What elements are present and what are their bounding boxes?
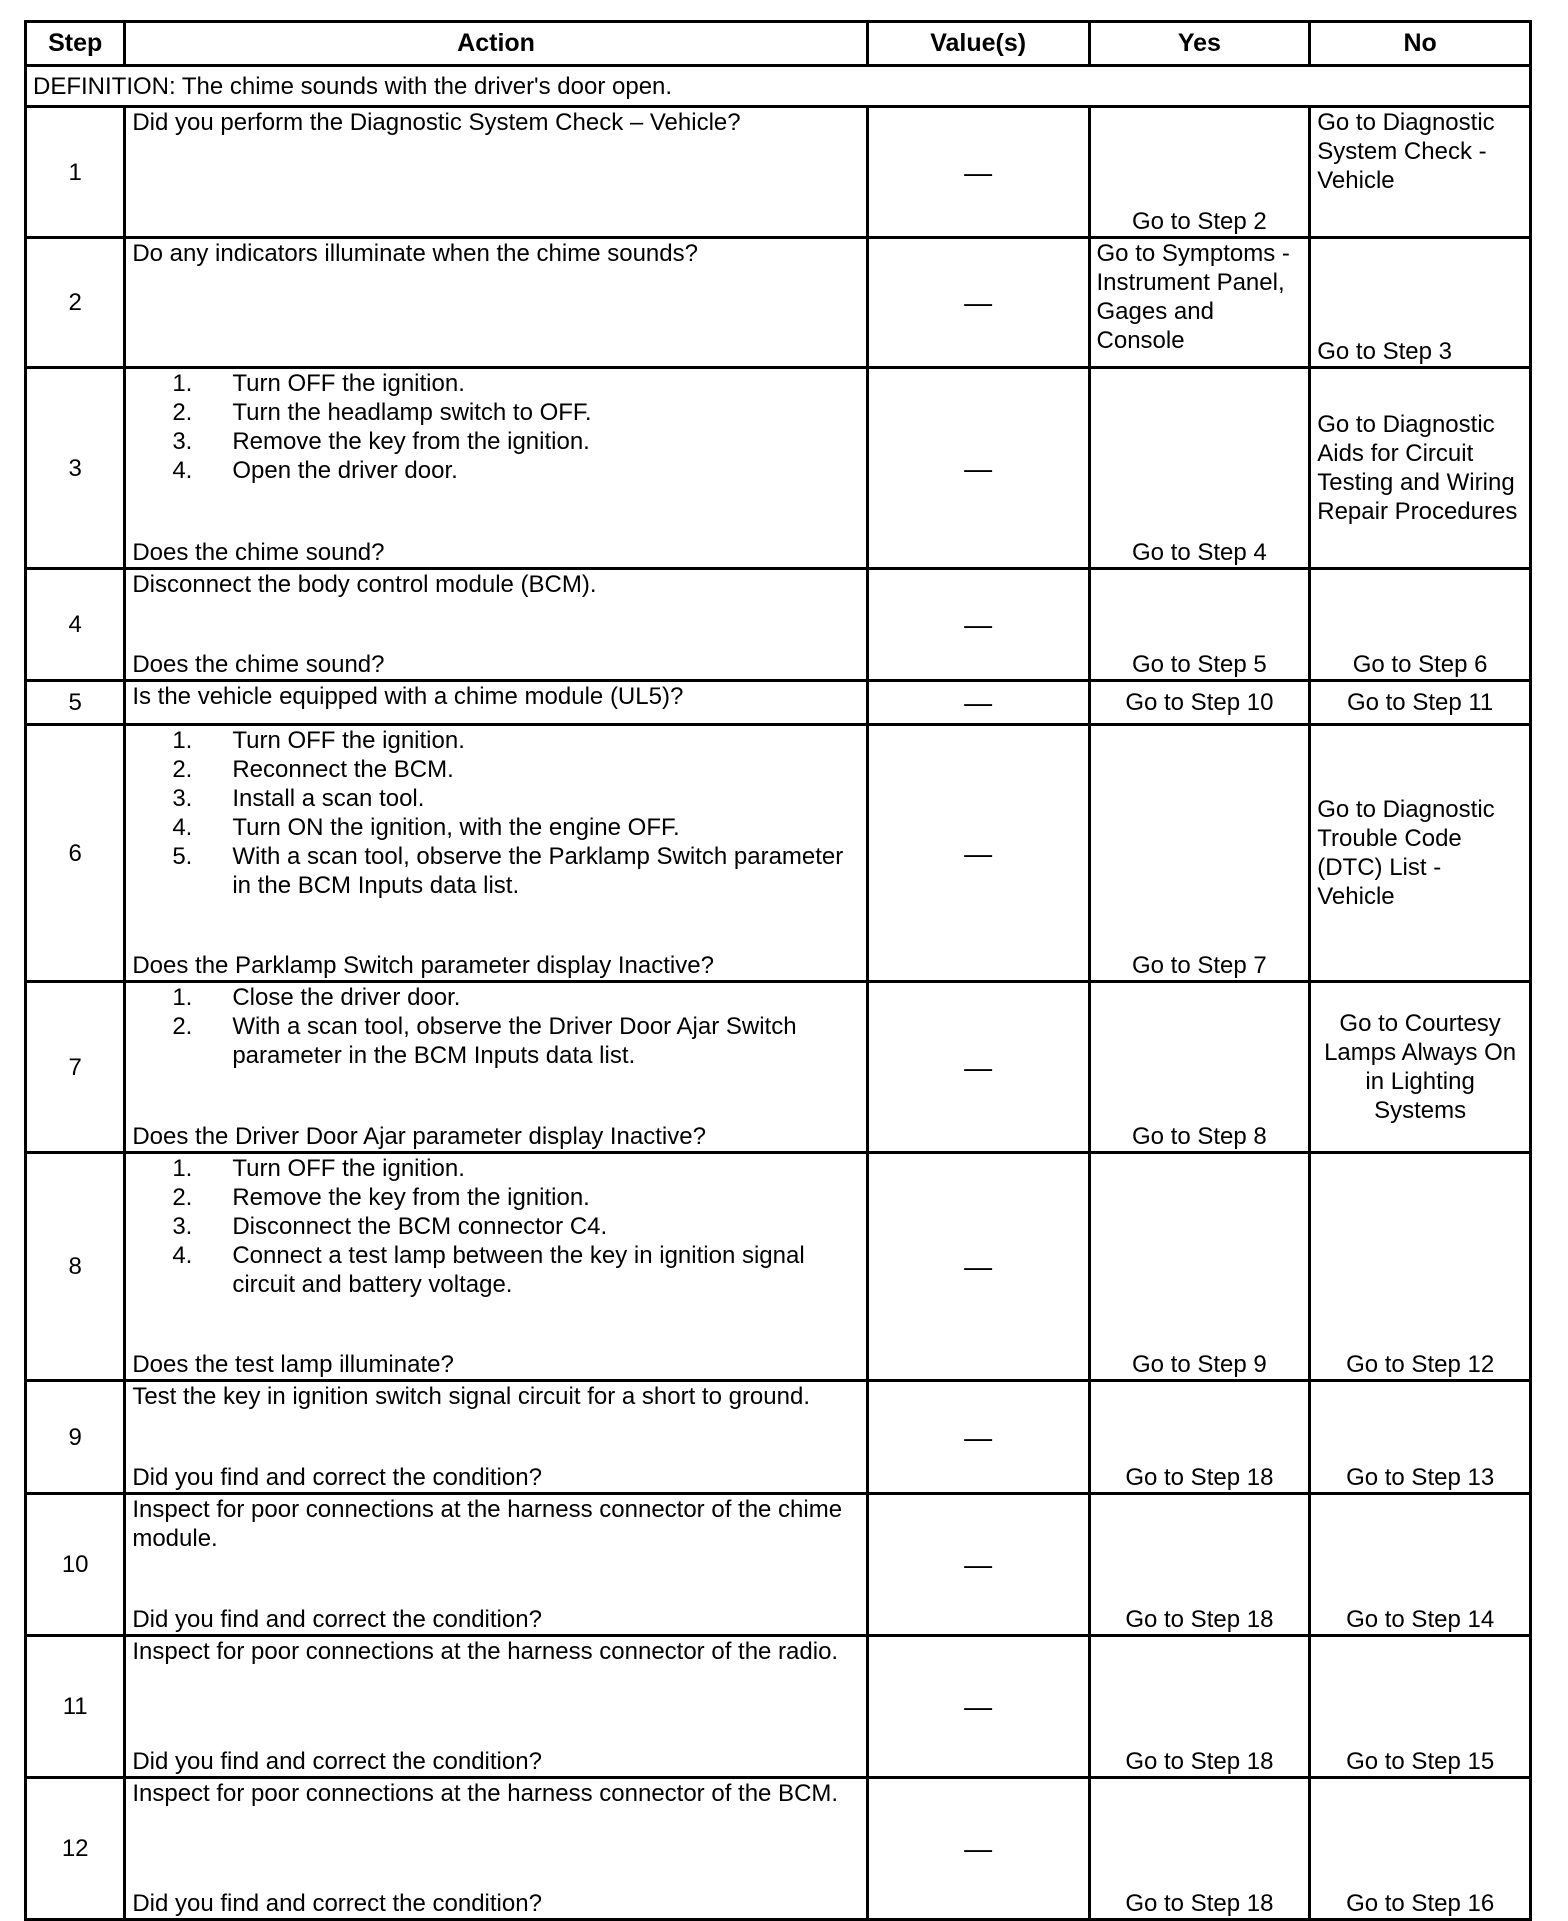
yes-cell bbox=[1089, 1778, 1310, 1920]
table-row bbox=[26, 107, 1531, 238]
procedure-item bbox=[172, 427, 859, 456]
procedure-text: Reconnect the BCM. bbox=[232, 756, 454, 783]
procedure-text: Remove the key from the ignition. bbox=[232, 1184, 590, 1211]
yes-cell bbox=[1089, 1636, 1310, 1778]
step-number: 4 bbox=[26, 569, 125, 681]
procedure-item bbox=[172, 1183, 859, 1212]
no-text: Go to Step 12 bbox=[1346, 1351, 1495, 1378]
no-text: Go to Step 6 bbox=[1352, 651, 1488, 678]
action-text: Did you perform the Diagnostic System Check – Vehicle? bbox=[132, 109, 741, 136]
yes-cell bbox=[1089, 1153, 1310, 1381]
procedure-number: 2. bbox=[172, 399, 193, 426]
yes-text: Go to Step 2 bbox=[1131, 208, 1267, 235]
procedure-item bbox=[172, 1241, 859, 1299]
header-yes: Yes bbox=[1089, 22, 1310, 66]
procedure-item bbox=[172, 784, 859, 813]
procedure-list bbox=[132, 983, 859, 1070]
no-text: Go to Step 3 bbox=[1317, 338, 1452, 365]
value-cell: — bbox=[867, 982, 1089, 1153]
yes-text: Go to Step 18 bbox=[1125, 1464, 1274, 1491]
procedure-number: 5. bbox=[172, 843, 193, 870]
procedure-text: Remove the key from the ignition. bbox=[232, 428, 590, 455]
action-question: Did you find and correct the condition? bbox=[132, 1464, 542, 1491]
action-cell bbox=[125, 238, 867, 368]
procedure-text: With a scan tool, observe the Driver Door Ajar Switch parameter in the BCM Inputs data list. bbox=[232, 1013, 797, 1069]
action-cell bbox=[125, 982, 867, 1153]
yes-cell bbox=[1089, 725, 1310, 982]
no-text: Go to Diagnostic Aids for Circuit Testing and Wiring Repair Procedures bbox=[1317, 411, 1518, 525]
yes-text: Go to Step 18 bbox=[1125, 1606, 1274, 1633]
procedure-item bbox=[172, 456, 859, 485]
action-text: Inspect for poor connections at the harness connector of the radio. bbox=[132, 1638, 839, 1665]
action-cell bbox=[125, 1778, 867, 1920]
procedure-number: 1. bbox=[172, 984, 193, 1011]
value-cell: — bbox=[867, 725, 1089, 982]
procedure-text: Turn OFF the ignition. bbox=[232, 370, 465, 397]
step-number: 9 bbox=[26, 1381, 125, 1494]
step-number: 1 bbox=[26, 107, 125, 238]
action-question: Did you find and correct the condition? bbox=[132, 1890, 542, 1917]
table-row bbox=[26, 569, 1531, 681]
action-text: Do any indicators illuminate when the chime sounds? bbox=[132, 240, 698, 267]
action-question: Does the chime sound? bbox=[132, 539, 385, 566]
table-row bbox=[26, 238, 1531, 368]
yes-text: Go to Step 5 bbox=[1131, 651, 1267, 678]
procedure-text: Turn ON the ignition, with the engine OFF. bbox=[232, 814, 680, 841]
procedure-number: 4. bbox=[172, 814, 193, 841]
no-text: Go to Courtesy Lamps Always On in Lighting Systems bbox=[1324, 1010, 1517, 1124]
procedure-number: 4. bbox=[172, 457, 193, 484]
header-step: Step bbox=[26, 22, 125, 66]
no-cell bbox=[1310, 725, 1531, 982]
procedure-number: 1. bbox=[172, 1155, 193, 1182]
action-question: Does the Parklamp Switch parameter display Inactive? bbox=[132, 952, 714, 979]
procedure-item bbox=[172, 369, 859, 398]
action-question: Did you find and correct the condition? bbox=[132, 1748, 542, 1775]
no-text: Go to Diagnostic System Check - Vehicle bbox=[1317, 109, 1495, 194]
action-cell bbox=[125, 1636, 867, 1778]
table-row bbox=[26, 1494, 1531, 1636]
yes-cell bbox=[1089, 238, 1310, 368]
action-cell bbox=[125, 107, 867, 238]
yes-cell bbox=[1089, 681, 1310, 725]
procedure-item bbox=[172, 842, 859, 900]
procedure-number: 3. bbox=[172, 1213, 193, 1240]
no-text: Go to Step 16 bbox=[1346, 1890, 1495, 1917]
step-number: 6 bbox=[26, 725, 125, 982]
value-cell: — bbox=[867, 238, 1089, 368]
header-row bbox=[26, 22, 1531, 66]
no-cell bbox=[1310, 368, 1531, 569]
value-cell: — bbox=[867, 1381, 1089, 1494]
table-row bbox=[26, 1381, 1531, 1494]
no-text: Go to Step 15 bbox=[1346, 1748, 1495, 1775]
procedure-item bbox=[172, 755, 859, 784]
procedure-text: Install a scan tool. bbox=[232, 785, 425, 812]
action-question: Does the Driver Door Ajar parameter display Inactive? bbox=[132, 1123, 706, 1150]
procedure-item bbox=[172, 813, 859, 842]
procedure-number: 4. bbox=[172, 1242, 193, 1269]
yes-cell bbox=[1089, 107, 1310, 238]
no-cell bbox=[1310, 681, 1531, 725]
no-text: Go to Step 14 bbox=[1346, 1606, 1495, 1633]
action-cell bbox=[125, 681, 867, 725]
value-cell: — bbox=[867, 1153, 1089, 1381]
procedure-number: 1. bbox=[172, 727, 193, 754]
header-no: No bbox=[1310, 22, 1531, 66]
procedure-text: Close the driver door. bbox=[232, 984, 461, 1011]
yes-text: Go to Step 9 bbox=[1131, 1351, 1267, 1378]
yes-text: Go to Step 18 bbox=[1125, 1890, 1274, 1917]
action-text: Disconnect the body control module (BCM). bbox=[132, 571, 597, 598]
no-cell bbox=[1310, 238, 1531, 368]
procedure-number: 2. bbox=[172, 756, 193, 783]
no-text: Go to Step 13 bbox=[1346, 1464, 1495, 1491]
procedure-text: Connect a test lamp between the key in ignition signal circuit and battery voltage. bbox=[232, 1242, 805, 1298]
procedure-list bbox=[132, 726, 859, 900]
yes-cell bbox=[1089, 368, 1310, 569]
yes-cell bbox=[1089, 1494, 1310, 1636]
action-text: Test the key in ignition switch signal circuit for a short to ground. bbox=[132, 1383, 810, 1410]
step-number: 10 bbox=[26, 1494, 125, 1636]
yes-text: Go to Step 10 bbox=[1125, 689, 1274, 716]
step-number: 3 bbox=[26, 368, 125, 569]
step-number: 2 bbox=[26, 238, 125, 368]
diagnostic-table bbox=[24, 20, 1532, 1921]
yes-cell bbox=[1089, 569, 1310, 681]
yes-cell bbox=[1089, 982, 1310, 1153]
procedure-text: Turn OFF the ignition. bbox=[232, 727, 465, 754]
procedure-item bbox=[172, 398, 859, 427]
procedure-item bbox=[172, 983, 859, 1012]
step-number: 11 bbox=[26, 1636, 125, 1778]
action-cell bbox=[125, 1381, 867, 1494]
yes-text: Go to Step 18 bbox=[1125, 1748, 1274, 1775]
value-cell: — bbox=[867, 1636, 1089, 1778]
yes-text: Go to Step 7 bbox=[1131, 952, 1267, 979]
action-cell bbox=[125, 368, 867, 569]
procedure-item bbox=[172, 1154, 859, 1183]
procedure-text: Open the driver door. bbox=[232, 457, 458, 484]
table-row bbox=[26, 982, 1531, 1153]
header-values: Value(s) bbox=[867, 22, 1089, 66]
action-text: Inspect for poor connections at the harness connector of the chime module. bbox=[132, 1496, 843, 1552]
procedure-list bbox=[132, 1154, 859, 1299]
table-row bbox=[26, 681, 1531, 725]
yes-text: Go to Symptoms - Instrument Panel, Gages and Console bbox=[1096, 240, 1290, 354]
yes-cell bbox=[1089, 1381, 1310, 1494]
definition-text: DEFINITION: The chime sounds with the driver's door open. bbox=[26, 66, 1531, 107]
value-cell: — bbox=[867, 569, 1089, 681]
action-cell bbox=[125, 725, 867, 982]
no-text: Go to Step 11 bbox=[1346, 689, 1494, 716]
no-cell bbox=[1310, 1381, 1531, 1494]
no-text: Go to Diagnostic Trouble Code (DTC) List - Vehicle bbox=[1317, 796, 1495, 910]
value-cell: — bbox=[867, 681, 1089, 725]
action-cell bbox=[125, 569, 867, 681]
no-cell bbox=[1310, 982, 1531, 1153]
action-question: Did you find and correct the condition? bbox=[132, 1606, 542, 1633]
no-cell bbox=[1310, 1153, 1531, 1381]
value-cell: — bbox=[867, 368, 1089, 569]
procedure-number: 3. bbox=[172, 785, 193, 812]
yes-text: Go to Step 4 bbox=[1131, 539, 1267, 566]
action-question: Does the test lamp illuminate? bbox=[132, 1351, 454, 1378]
value-cell: — bbox=[867, 107, 1089, 238]
procedure-item bbox=[172, 1212, 859, 1241]
no-cell bbox=[1310, 107, 1531, 238]
no-cell bbox=[1310, 1778, 1531, 1920]
no-cell bbox=[1310, 1636, 1531, 1778]
definition-row bbox=[26, 66, 1531, 107]
step-number: 12 bbox=[26, 1778, 125, 1920]
procedure-list bbox=[132, 369, 859, 485]
action-cell bbox=[125, 1494, 867, 1636]
table-row bbox=[26, 1153, 1531, 1381]
procedure-number: 2. bbox=[172, 1013, 193, 1040]
step-number: 5 bbox=[26, 681, 125, 725]
table-row bbox=[26, 725, 1531, 982]
procedure-number: 1. bbox=[172, 370, 193, 397]
value-cell: — bbox=[867, 1778, 1089, 1920]
procedure-number: 3. bbox=[172, 428, 193, 455]
procedure-item bbox=[172, 726, 859, 755]
step-number: 7 bbox=[26, 982, 125, 1153]
value-cell: — bbox=[867, 1494, 1089, 1636]
no-cell bbox=[1310, 1494, 1531, 1636]
action-cell bbox=[125, 1153, 867, 1381]
yes-text: Go to Step 8 bbox=[1131, 1123, 1267, 1150]
procedure-text: Turn the headlamp switch to OFF. bbox=[232, 399, 592, 426]
table-row bbox=[26, 368, 1531, 569]
no-cell bbox=[1310, 569, 1531, 681]
action-text: Inspect for poor connections at the harness connector of the BCM. bbox=[132, 1780, 839, 1807]
procedure-text: With a scan tool, observe the Parklamp Switch parameter in the BCM Inputs data list. bbox=[232, 843, 844, 899]
procedure-text: Turn OFF the ignition. bbox=[232, 1155, 465, 1182]
procedure-text: Disconnect the BCM connector C4. bbox=[232, 1213, 608, 1240]
action-text: Is the vehicle equipped with a chime module (UL5)? bbox=[132, 683, 684, 710]
procedure-item bbox=[172, 1012, 859, 1070]
table-row bbox=[26, 1636, 1531, 1778]
action-question: Does the chime sound? bbox=[132, 651, 385, 678]
table-row bbox=[26, 1778, 1531, 1920]
header-action: Action bbox=[125, 22, 867, 66]
step-number: 8 bbox=[26, 1153, 125, 1381]
procedure-number: 2. bbox=[172, 1184, 193, 1211]
